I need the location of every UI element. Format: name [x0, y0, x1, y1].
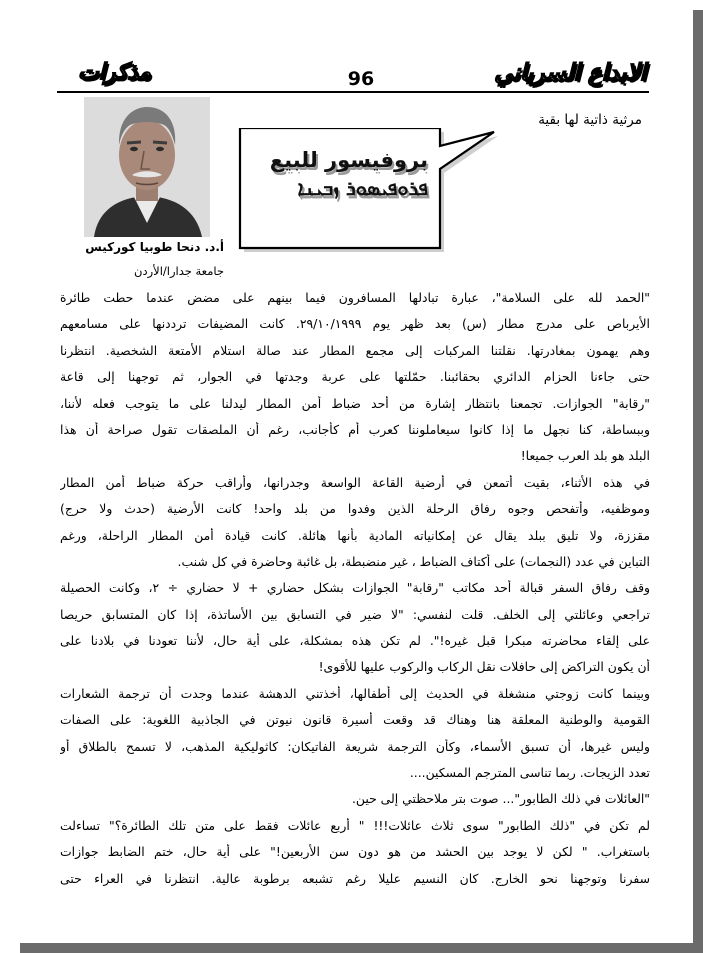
body-text-line: أن يكون التراكض إلى حافلات نقل الركاب والركوب عليها للأقوى! [318, 659, 650, 675]
page-number: 96 [347, 68, 375, 90]
bubble-title: بروفيسور للبيع [269, 148, 428, 172]
body-text-line: "رقابة" الجوازات. تجمعنا بانتظار إشارة من أحد ضباط أمن المطار ليدلنا على ما يتوجب فعله لأننا، [60, 395, 650, 411]
body-text-line: مقززة، ولا تليق ببلد يقال عن إمكانياته المادية بأنها هائلة. كانت قيادة أمن المطار الراحلة، ورغم [60, 527, 650, 543]
body-text-line: تعدد الزيجات. ربما تناسى المترجم المسكين.... [409, 765, 650, 781]
body-text-line: القومية والوطنية المعلقة هنا وهناك قد وقعت أسيرة قانون نيوتن في الجاذبية اللغوية: على الصفات [60, 712, 650, 728]
body-text-line: الأيرباص على مدرج مطار (س) بعد ظهر يوم ٢٩/١٠/١٩٩٩. كانت المضيفات ترددنها على مسامعهم [60, 316, 650, 332]
body-text-line: حتى جاءنا الحزام الدائري بحقائبنا. حمّلتها على عربة وجدتها في الجوار، ثم توجهنا إلى قاعة [60, 369, 650, 385]
body-text-line: وبينما كانت زوجتي منشغلة في الحديث إلى أطفالها، أخذتني الدهشة عندما وجدت أن ترجمة الشعارات [60, 685, 650, 701]
body-text-line: "العائلات في ذلك الطابور"... صوت بتر ملاحظتي إلى حين. [351, 791, 650, 807]
body-text-line: التباين في عدد (النجمات) على أكتاف الضباط ، غير منضبطة، بل غائبة وحاضرة في كل شنب. [177, 553, 650, 569]
body-text-line: "الحمد لله على السلامة"، عبارة تبادلها المسافرون فيما بينهم على مضض عندما حطت طائرة [60, 290, 650, 305]
author-name: أ.د. دنحا طوبيا كوركيس [85, 240, 224, 254]
body-text-line: وهم يهمون بمغادرتها. نقلتنا المركبات إلى مجمع المطار عند صالة استلام الأمتعة الشخصية. انتظرنا [60, 342, 650, 358]
body-text-line: وموظفيه، وأتفحص وجوه رفاق الرحلة الذين وفدوا من بلد واحد! كانت الأرضية (حدث ولا حرج) [60, 501, 650, 517]
page-shadow-right [693, 10, 703, 953]
body-text-line: البلد هو بلد العرب جميعا! [520, 448, 650, 464]
article-body [60, 290, 650, 897]
article-subtitle: مرثية ذاتية لها بقية [538, 112, 642, 128]
body-text-line: سفرنا وتوجهنا نحو الخارج. كان النسيم عليلا رغم تشبعه برطوبة عالية. انتظرنا في العراء حتى [60, 870, 650, 886]
section-title: مذكرات [78, 60, 151, 85]
header-rule [57, 91, 649, 93]
body-text-line: وقف رفاق السفر قبالة أحد مكاتب "رقابة" الجوازات بشكل حضاري + لا حضاري ÷ ٢، وكانت الحصيلة [60, 580, 650, 596]
body-text-line: في هذه الأثناء، بقيت أتمعن في أرضية القاعة الواسعة وجدرانها، وأراقب حركة ضباط أمن المطار [60, 474, 650, 490]
body-text-line: لم تكن في "ذلك الطابور" سوى ثلاث عائلات!!! " أربع عائلات فقط على متن تلك الطائرة؟" تساءلت [60, 817, 650, 833]
body-text-line: وليس غيرها، أن تسبق الأسماء، وكأن الترجمة شريعة الفاتيكان: كاثوليكية المذهب، لا تسمح بالطلاق أو [60, 738, 650, 754]
body-text-line: على إلقاء محاضرته مبكرا قبل غيره!". لم تكن هذه بمشكلة، على أية حال، لأننا تعودنا في بلادنا على [60, 633, 650, 649]
bubble-title-syriac: ܦܪܘܦܝܣܘܪ ܙܒܝܢܐ [297, 176, 428, 200]
page-shadow-bottom [20, 943, 703, 953]
magazine-title: الابداع السرياني [494, 60, 646, 86]
author-affiliation: جامعة جدارا/الأردن [134, 264, 224, 278]
body-text-line: باستغراب. " لكن لا يوجد بين الحشد من هو دون سن الأربعين!" على أية حال، ختم الضابط جوازات [60, 844, 650, 860]
body-text-line: تراجعي وعائلتي إلى الخلف. قلت لنفسي: "لا ضير في التسابق بين الأساتذة، إذا كان المتسابق حريصا [60, 606, 650, 622]
author-photo [84, 97, 210, 237]
body-text-line: وببساطة، كنا نجهل ما إذا كانوا سيعاملوننا كعرب أم كأجانب، رغم أن الملصقات تقول صراحة أن هذا [60, 421, 650, 437]
